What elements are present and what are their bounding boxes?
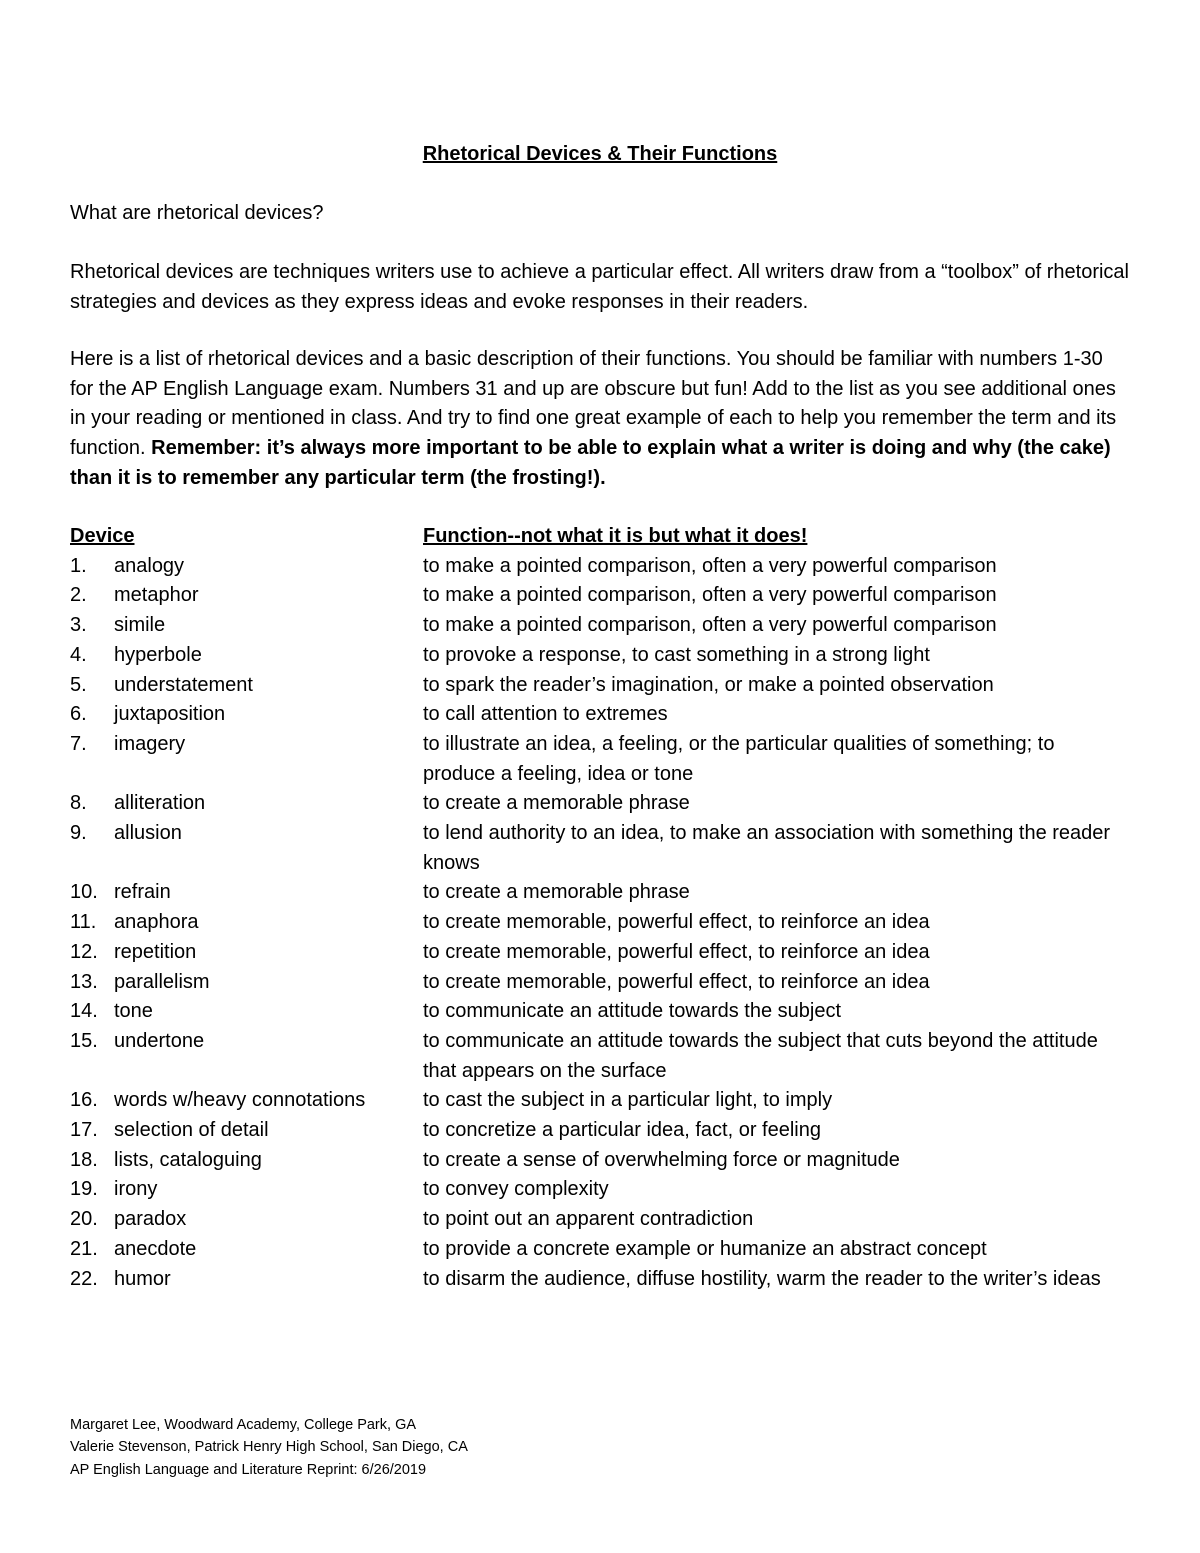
- device-cell: [70, 1146, 423, 1176]
- device-cell: [70, 908, 423, 938]
- instructions-text: Here is a list of rhetorical devices and a basic description of their functions. You should be familiar with numbers 1-30 for the AP English Language exam. Numbers 31 and up are obscure but fun! Add to the list as you see additional ones in your reading or mentioned in class. And try to find one great example of each to help you remember the term and its function.: [70, 348, 1117, 460]
- table-row: [70, 611, 1130, 641]
- device-cell: [70, 581, 423, 611]
- device-name: paradox: [114, 1208, 187, 1231]
- function-cell: to make a pointed comparison, often a very powerful comparison: [423, 554, 997, 577]
- device-name: irony: [114, 1178, 158, 1201]
- table-row: [70, 730, 1130, 789]
- device-number: 4.: [70, 643, 87, 666]
- footer-credits: [70, 1414, 468, 1481]
- table-row: [70, 1086, 1130, 1116]
- function-cell: to create memorable, powerful effect, to reinforce an idea: [423, 970, 930, 993]
- footer-line: Valerie Stevenson, Patrick Henry High School, San Diego, CA: [70, 1439, 468, 1456]
- function-cell: to provide a concrete example or humanize an abstract concept: [423, 1237, 987, 1260]
- device-number: 14.: [70, 1000, 98, 1023]
- device-name: anaphora: [114, 911, 199, 934]
- function-cell: to make a pointed comparison, often a very powerful comparison: [423, 614, 997, 637]
- function-cell: to make a pointed comparison, often a very powerful comparison: [423, 584, 997, 607]
- instructions-paragraph: [70, 345, 1130, 494]
- footer-line: AP English Language and Literature Reprint: 6/26/2019: [70, 1461, 427, 1478]
- function-cell: to convey complexity: [423, 1178, 609, 1201]
- device-name: tone: [114, 1000, 153, 1023]
- device-name: metaphor: [114, 584, 199, 607]
- table-row: [70, 997, 1130, 1027]
- device-number: 15.: [70, 1029, 98, 1052]
- function-cell: to spark the reader’s imagination, or make a pointed observation: [423, 673, 994, 696]
- footer-line: Margaret Lee, Woodward Academy, College Park, GA: [70, 1417, 417, 1433]
- function-cell: to disarm the audience, diffuse hostility, warm the reader to the writer’s ideas: [423, 1267, 1101, 1290]
- device-name: refrain: [114, 881, 171, 904]
- function-cell: to create a memorable phrase: [423, 792, 690, 815]
- device-number: 5.: [70, 673, 87, 696]
- device-cell: [70, 730, 423, 789]
- document-page: [70, 0, 1130, 1553]
- device-number: 6.: [70, 703, 87, 726]
- function-cell: to call attention to extremes: [423, 703, 668, 726]
- table-row: [70, 1116, 1130, 1146]
- device-number: 16.: [70, 1089, 98, 1112]
- device-number: 8.: [70, 792, 87, 815]
- device-cell: [70, 671, 423, 701]
- device-number: 3.: [70, 614, 87, 637]
- table-row: [70, 1175, 1130, 1205]
- function-cell: to create memorable, powerful effect, to reinforce an idea: [423, 940, 930, 963]
- device-name: lists, cataloguing: [114, 1148, 262, 1171]
- function-cell: to illustrate an idea, a feeling, or the particular qualities of something; to produce a feeling, idea or tone: [423, 732, 1055, 785]
- function-column-header: Function--not what it is but what it does!: [423, 525, 808, 547]
- devices-table: [70, 522, 1130, 1294]
- device-cell: [70, 641, 423, 671]
- function-cell: to communicate an attitude towards the subject: [423, 1000, 842, 1023]
- device-name: simile: [114, 614, 166, 637]
- function-cell: to create memorable, powerful effect, to reinforce an idea: [423, 911, 930, 934]
- function-cell: to lend authority to an idea, to make an association with something the reader knows: [423, 822, 1111, 874]
- device-name: words w/heavy connotations: [114, 1089, 366, 1112]
- device-name: anecdote: [114, 1237, 197, 1260]
- device-number: 13.: [70, 970, 98, 993]
- device-cell: [70, 1086, 423, 1116]
- table-row: [70, 1205, 1130, 1235]
- function-cell: to cast the subject in a particular light, to imply: [423, 1089, 833, 1112]
- table-row: [70, 641, 1130, 671]
- device-cell: [70, 968, 423, 998]
- table-row: [70, 700, 1130, 730]
- table-row: [70, 878, 1130, 908]
- table-row: [70, 671, 1130, 701]
- device-name: parallelism: [114, 970, 210, 993]
- device-cell: [70, 1175, 423, 1205]
- device-column-header: Device: [70, 525, 135, 547]
- device-cell: [70, 789, 423, 819]
- device-number: 18.: [70, 1148, 98, 1171]
- intro-question: What are rhetorical devices?: [70, 202, 324, 224]
- device-number: 19.: [70, 1178, 98, 1201]
- device-cell: [70, 938, 423, 968]
- device-number: 7.: [70, 732, 87, 755]
- table-row: [70, 1235, 1130, 1265]
- device-number: 21.: [70, 1237, 98, 1260]
- function-cell: to create a sense of overwhelming force or magnitude: [423, 1148, 900, 1171]
- device-cell: [70, 1116, 423, 1146]
- device-cell: [70, 1205, 423, 1235]
- device-cell: [70, 819, 423, 878]
- device-cell: [70, 552, 423, 582]
- device-number: 2.: [70, 584, 87, 607]
- device-cell: [70, 878, 423, 908]
- device-cell: [70, 611, 423, 641]
- device-name: imagery: [114, 732, 186, 755]
- function-cell: to concretize a particular idea, fact, or feeling: [423, 1119, 821, 1142]
- instructions-bold-note: Remember: it’s always more important to be able to explain what a writer is doing and why (the cake) than it is to remember any particular term (the frosting!).: [70, 437, 1111, 489]
- device-number: 17.: [70, 1119, 98, 1142]
- device-name: alliteration: [114, 792, 206, 815]
- devices-list: [70, 552, 1130, 1295]
- device-name: selection of detail: [114, 1119, 269, 1142]
- device-number: 22.: [70, 1267, 98, 1290]
- device-name: juxtaposition: [114, 703, 226, 726]
- device-name: undertone: [114, 1029, 205, 1052]
- function-cell: to communicate an attitude towards the subject that cuts beyond the attitude that appears on the surface: [423, 1029, 1098, 1082]
- device-cell: [70, 1027, 423, 1086]
- function-cell: to create a memorable phrase: [423, 881, 690, 904]
- table-row: [70, 1027, 1130, 1086]
- page-title: Rhetorical Devices & Their Functions: [422, 143, 778, 165]
- table-row: [70, 552, 1130, 582]
- function-cell: to point out an apparent contradiction: [423, 1208, 754, 1231]
- device-name: humor: [114, 1267, 171, 1290]
- intro-paragraph: Rhetorical devices are techniques writers use to achieve a particular effect. All writers draw from a “toolbox” of rhetorical strategies and devices as they express ideas and evoke responses in their readers.: [70, 261, 1129, 313]
- device-number: 1.: [70, 554, 87, 577]
- device-cell: [70, 1265, 423, 1295]
- table-row: [70, 581, 1130, 611]
- table-row: [70, 938, 1130, 968]
- table-header: [70, 522, 1130, 552]
- device-name: repetition: [114, 940, 197, 963]
- table-row: [70, 968, 1130, 998]
- device-name: analogy: [114, 554, 185, 577]
- device-name: allusion: [114, 822, 182, 845]
- table-row: [70, 1265, 1130, 1295]
- device-name: understatement: [114, 673, 253, 696]
- function-cell: to provoke a response, to cast something in a strong light: [423, 643, 930, 666]
- device-number: 10.: [70, 881, 98, 904]
- device-cell: [70, 700, 423, 730]
- device-cell: [70, 1235, 423, 1265]
- table-row: [70, 1146, 1130, 1176]
- device-number: 11.: [70, 911, 97, 934]
- table-row: [70, 908, 1130, 938]
- device-number: 9.: [70, 822, 87, 845]
- table-row: [70, 789, 1130, 819]
- device-number: 20.: [70, 1208, 98, 1231]
- device-number: 12.: [70, 940, 98, 963]
- table-row: [70, 819, 1130, 878]
- device-cell: [70, 997, 423, 1027]
- device-name: hyperbole: [114, 643, 202, 666]
